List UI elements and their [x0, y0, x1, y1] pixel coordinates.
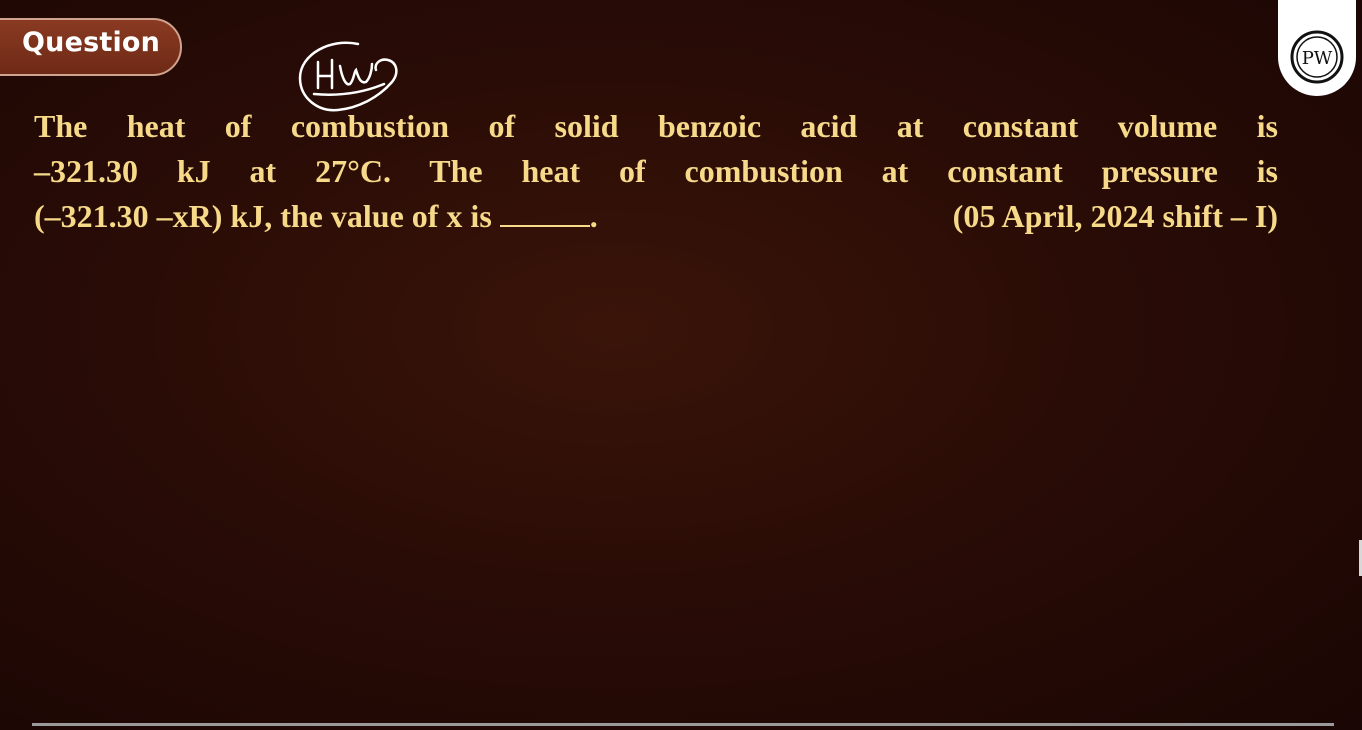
question-label: Question — [22, 27, 161, 58]
bottom-divider — [32, 723, 1334, 726]
question-line-1: The heat of combustion of solid benzoic acid at constant volume is — [34, 108, 1278, 144]
pw-logo-icon — [1290, 30, 1344, 84]
answer-blank — [500, 199, 590, 227]
question-line-3-end: . — [589, 198, 598, 234]
question-body — [34, 104, 1278, 239]
question-line-3-text: (–321.30 –xR) kJ, the value of x is — [34, 198, 500, 234]
exam-source: (05 April, 2024 shift – I) — [952, 198, 1278, 234]
question-line-3 — [34, 194, 1278, 239]
question-line-2: –321.30 kJ at 27°C. The heat of combustion at constant pressure is — [34, 153, 1278, 189]
pw-logo-text: PW — [1301, 48, 1333, 69]
